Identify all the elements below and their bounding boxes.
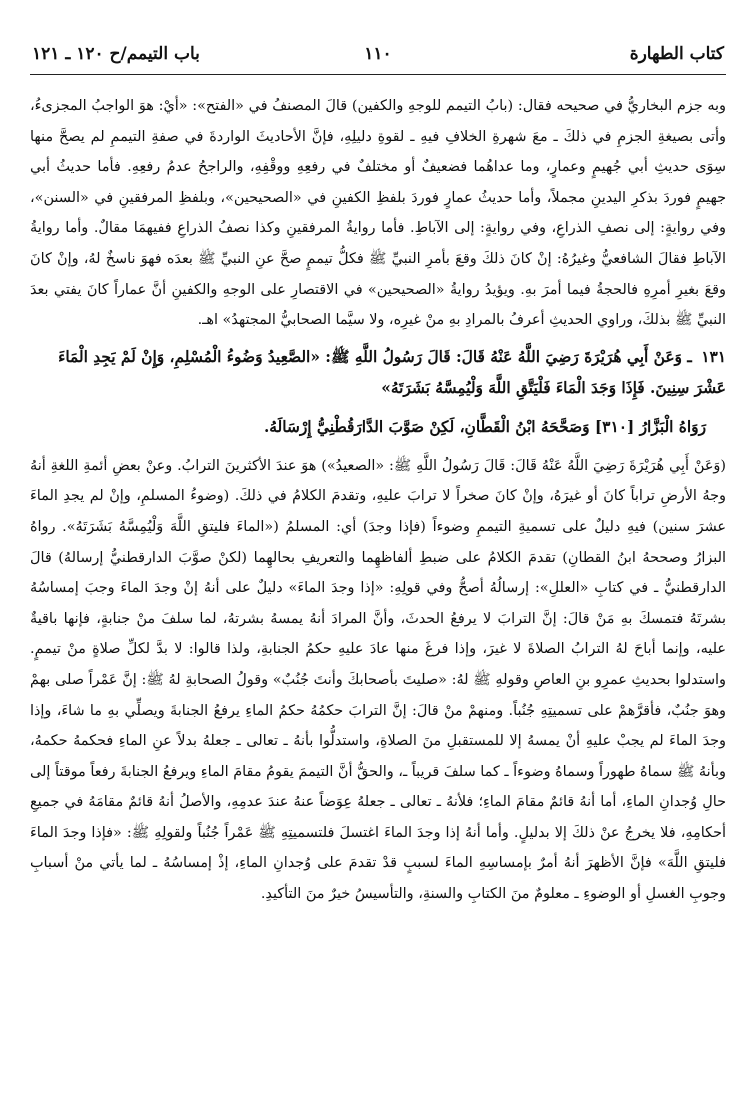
header-book-title: كتاب الطهارة [629, 44, 724, 64]
commentary-paragraph-2: (وَعَنْ أَبِي هُرَيْرَةَ رَضِيَ اللَّهُ عَنْهُ قَالَ: قَالَ رَسُولُ اللَّهِ ﷺ: «الصعيدُ») هوَ عندَ الأكثرينَ الترابُ. وعنْ بعضِ أئمةِ اللغةِ أنهُ وجهُ الأرضِ تراباً كانَ أو غيرَهُ، وإنْ كانَ صخراً لا ترابَ عليهِ، وتقدمَ الكلامُ في ذلكَ. (وضوءُ المسلمِ، وإنْ لم يجدِ الماءَ عشرَ سنين) فيهِ دليلٌ على تسميةِ التيممِ وضوءاً (فإذا وجدَ) أي: المسلمُ («الماءَ فليتقِ اللَّهَ وَلْيُمِسَّهُ بَشَرَتَهُ». رواهُ البزارُ وصححهُ ابنُ القطانِ) تقدمَ الكلامُ على ضبطِ ألفاظهِما والتعريفِ بحالهِما (لكنْ صوَّبَ الدارقطنيُّ إرسالهُ) قالَ الدارقطنيُّ ـ في كتابِ «العللِ»: إرسالُهُ أصحُّ وفي قولِهِ: «إذا وجدَ الماءَ» دليلٌ على أنهُ إنْ وجدَ الماءَ وجبَ إمساسُهُ بشرتَهُ فتمسكَ بهِ مَنْ قالَ: إنَّ الترابَ لا يرفعُ الحدثَ، وأنَّ المرادَ أنهُ يمسهُ بشرتهُ، لما سلفَ منْ جنابةٍ، فإنها باقيةٌ عليه، وإنما أباحَ لهُ الترابُ الصلاةَ لا غيرَ، وإذا فرغَ منها عادَ عليهِ حكمُ الجنابةِ، ولذا قالوا: لا بدَّ لكلِّ صلاةٍ منْ تيممٍ. واستدلوا بحديثِ عمرِو بنِ العاصِ وقولهِ ﷺ لهُ: «صليتَ بأصحابكَ وأنتَ جُنُبٌ» وقولُ الصحابةِ لهُ ﷺ: إنَّ عَمْراً صلى بهمْ وهوَ جنُبٌ، فأقرَّهمْ على تسميتِهِ جُنُباً. ومنهمْ منْ قالَ: إنَّ الترابَ حكمُهُ حكمُ الماءِ يرفعُ الجنابةَ ويصلِّي بهِ ما شاءَ، وإذا وجدَ الماءَ لم يجبْ عليهِ أنْ يمسهُ إلا للمستقبلِ منَ الصلاةِ، واستدلُّوا بأنهُ ـ تعالى ـ جعلهُ بدلاً عنِ الماءِ فحكمهُ حكمهُ، وبأنهُ ﷺ سماهُ طهوراً وسماهُ وضوءاً ـ كما سلفَ قريباً ـ، والحقُّ أنَّ التيممَ يقومُ مقامَ الماءِ ويرفعُ الجنابةَ رفعاً موقتاً إلى حالِ وُجدانِ الماءِ، أما أنهُ قائمٌ مقامَ الماءِ؛ فلأنهُ ـ تعالى ـ جعلهُ عِوَضاً عنهُ عندَ عدمِهِ، والأصلُ أنهُ قائمٌ مقامَهُ في جميعِ أحكامِهِ، فلا يخرجُ عنْ ذلكَ إلا بدليلٍ. وأما أنهُ إذا وجدَ الماءَ اغتسلَ فلتسميتِهِ ﷺ عَمْراً جُنُباً ولقولِهِ ﷺ: «فإذا وجدَ الماءَ فليتقِ اللَّهَ» فإنَّ الأظهرَ أنهُ أمرٌ بإمساسِهِ الماءَ لسببٍ قدْ تقدمَ على وُجدانِ الماءِ، إذْ إمساسُهُ ـ لما يأتي منْ أسبابِ وجوبِ الغسلِ أو الوضوءِ ـ معلومٌ منَ الكتابِ والسنةِ، والتأسيسُ خيرٌ منَ التأكيدِ. [30, 457, 726, 903]
hadith-text [30, 342, 726, 404]
hadith-matn: ـ وَعَنْ أَبِي هُرَيْرَةَ رَضِيَ اللَّهُ عَنْهُ قَالَ: قَالَ رَسُولُ اللَّهِ ﷺ: «الصَّعِيدُ وَضُوءُ الْمُسْلِمِ، وَإِنْ لَمْ يَجِدِ الْمَاءَ عَشْرَ سِنِينَ. فَإِذَا وَجَدَ الْمَاءَ فَلْيَتَّقِ اللَّهَ وَلْيُمِسَّهُ بَشَرَتَهُ» [58, 347, 726, 397]
header-chapter-title: باب التيمم/ح ١٢٠ ـ ١٢١ [32, 44, 200, 64]
running-header [30, 38, 726, 75]
book-page [30, 38, 726, 1098]
hadith-source: رَوَاهُ الْبَزَّارُ [٣١٠] وَصَحَّحَهُ ابْنُ الْقَطَّانِ، لَكِنْ صَوَّبَ الدَّارَقُطْنِيُّ إِرْسَالَهُ. [263, 417, 706, 436]
commentary-paragraph-1: وبه جزم البخاريُّ في صحيحه فقال: (بابُ التيمم للوجهِ والكفين) قالَ المصنفُ في «الفتح»: «أيْ: هوَ الواجبُ المجزىءُ، وأتى بصيغةِ الجزمِ في ذلكَ ـ معَ شهرةِ الخلافِ فيهِ ـ لقوةِ دليلِهِ، فإنَّ الأحاديثَ الواردةَ في صفةِ التيممِ لم يصحَّ منها سِوَى حديثِ أبي جُهيمٍ وعمارٍ، وما عداهُما فضعيفٌ أو مختلفٌ في رفعِهِ ووقْفِهِ، والراجحُ عدمُ رفعِهِ. فأما حديثُ أبي جهيمٍ فوردَ بذكرِ اليدينِ مجملاً، وأما حديثُ عمارٍ فوردَ بلفظِ الكفينِ في «الصحيحين»، وبلفظِ المرفقينِ في «السنن»، وفي روايةٍ: إلى نصفِ الذراعِ، وفي روايةٍ: إلى الآباطِ. فأما روايةُ المرفقينِ وكذا نصفُ الذراعِ ففيهمَا مقالٌ. وأما روايةُ الآباطِ فقالَ الشافعيُّ وغيرُهُ: إنْ كانَ ذلكَ وقعَ بأمرِ النبيِّ ﷺ فكلُّ تيممٍ صحَّ عنِ النبيِّ ﷺ بعدَه فهوَ ناسخٌ لهُ، وإنْ كانَ وقعَ بغيرِ أمرِهِ فالحجةُ فيما أمرَ بهِ. ويؤيدُ روايةُ «الصحيحين» في الاقتصارِ على الوجهِ والكفينِ أنَّ عماراً كانَ يفتي بعدَ النبيِّ ﷺ بذلكَ، وراوي الحديثِ أعرفُ بالمرادِ بهِ منْ غيرِه، ولا سيَّما الصحابيُّ المجتهدُ» اهـ. [30, 98, 726, 329]
hadith-number: ١٣١ [701, 347, 726, 366]
main-text [30, 91, 726, 336]
header-page-number: ١١٠ [364, 44, 392, 64]
